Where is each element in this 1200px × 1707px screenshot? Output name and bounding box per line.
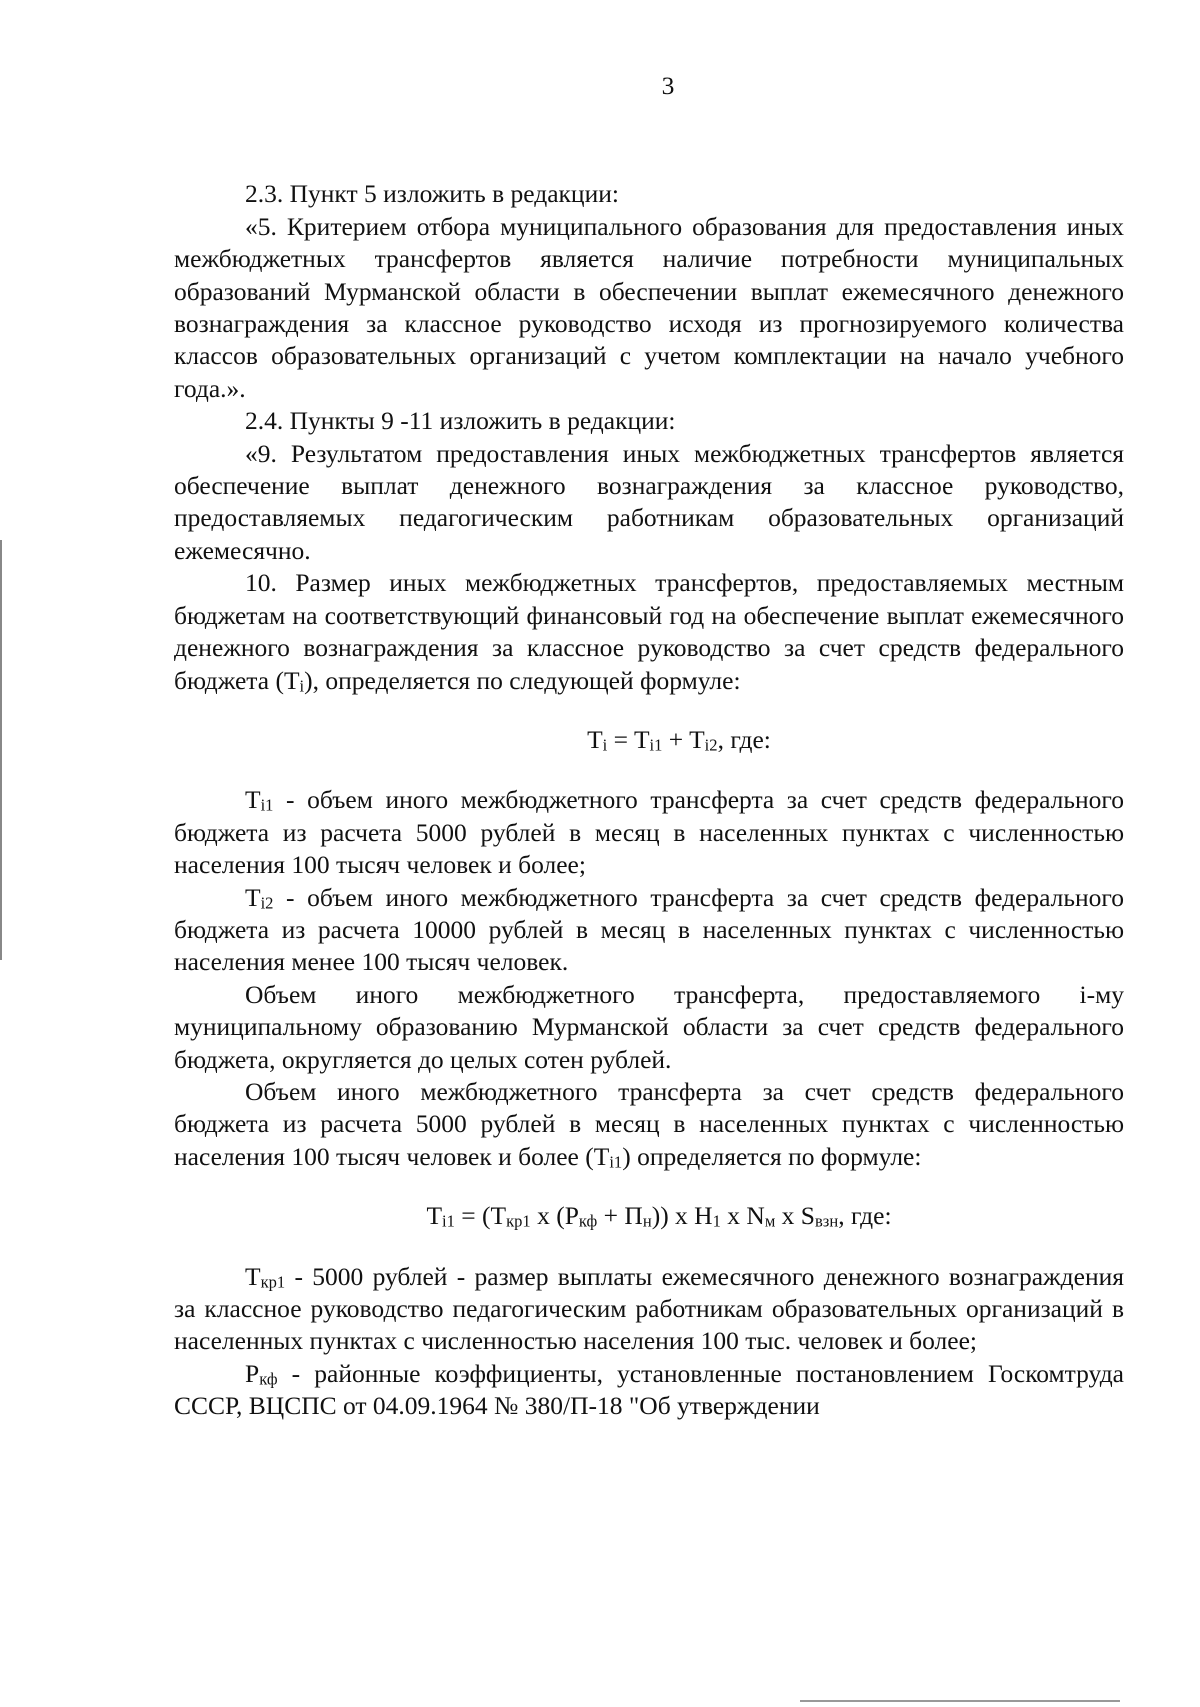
formula-ti: $T_i = T_{i1} + T_{i2}$, где: — [587, 724, 771, 755]
item-10-text: 10. Размер иных межбюджетных трансфертов, предоставляемых местным бюджетам на соответствующий финансовый год на обеспечение выплат ежемесячного денежного вознаграждения за классное руководство за счет средств федерального бюджета (T — [174, 568, 1124, 695]
document-page — [174, 70, 1124, 1423]
scan-edge-mark-left — [0, 540, 2, 960]
scan-edge-mark-bottom — [800, 1700, 1120, 1702]
definition-ti1: $T_{i1}$ - объем иного межбюджетного трансферта за счет средств федерального бюджета из расчета 5000 рублей в месяц в населенных пунктах с численностью населения 100 тысяч человек и более; — [174, 785, 1124, 880]
definition-pkf: $P_{кф}$ - районные коэффициенты, установленные постановлением Госкомтруда СССР, ВЦСПС от 04.09.1964 № 380/П-18 "Об утверждении — [174, 1358, 1124, 1421]
item-10-end: ), определяется по следующей формуле: — [304, 665, 741, 695]
definition-ti2: $T_{i2}$ - объем иного межбюджетного трансферта за счет средств федерального бюджета из расчета 10000 рублей в месяц в населенных пунктах с численностью населения менее 100 тысяч человек. — [174, 882, 1124, 977]
paragraph-item-9: «9. Результатом предоставления иных межбюджетных трансфертов является обеспечение выплат денежного вознаграждения за классное руководство, предоставляемых педагогическим работникам образовательных организаций ежемесячно. — [174, 438, 1124, 565]
paragraph-rounding: Объем иного межбюджетного трансферта, предоставляемого i-му муниципальному образованию Мурманской области за счет средств федерального бюджета, округляется до целых сотен рублей. — [174, 979, 1124, 1074]
formula-ti1: $T_{i1} = (T_{кр1}$ x $(P_{кф} + П_н)$) x $H_1$ x $N_м$ x $S_{взн}$, где: — [426, 1201, 892, 1231]
page-number: 3 — [661, 71, 675, 100]
paragraph-ti1-formula-intro: Объем иного межбюджетного трансферта за счет средств федерального бюджета из расчета 5000 рублей в месяц в населенных пунктах с численностью населения 100 тысяч человек и более $(T_{i1})$ определяется по формуле: — [174, 1076, 1124, 1172]
definition-tkp1: $T_{кр1} - 5000$ рублей - размер выплаты ежемесячного денежного вознаграждения за классное руководство педагогическим работникам образовательных организаций в населенных пунктах с численностью населения 100 тыс. человек и более; — [174, 1261, 1124, 1356]
paragraph-item-10 — [174, 567, 1124, 697]
item-10-sub: i — [299, 675, 305, 695]
paragraph-item-5: «5. Критерием отбора муниципального образования для предоставления иных межбюджетных трансфертов является наличие потребности муниципальных образований Мурманской области в обеспечении выплат ежемесячного денежного вознаграждения за классное руководство исходя из прогнозируемого количества классов образовательных организаций с учетом комплектации на начало учебного года.». — [174, 211, 1124, 403]
paragraph-2-4: 2.4. Пункты 9 -11 изложить в редакции: — [245, 406, 676, 436]
paragraph-2-3: 2.3. Пункт 5 изложить в редакции: — [245, 179, 619, 209]
